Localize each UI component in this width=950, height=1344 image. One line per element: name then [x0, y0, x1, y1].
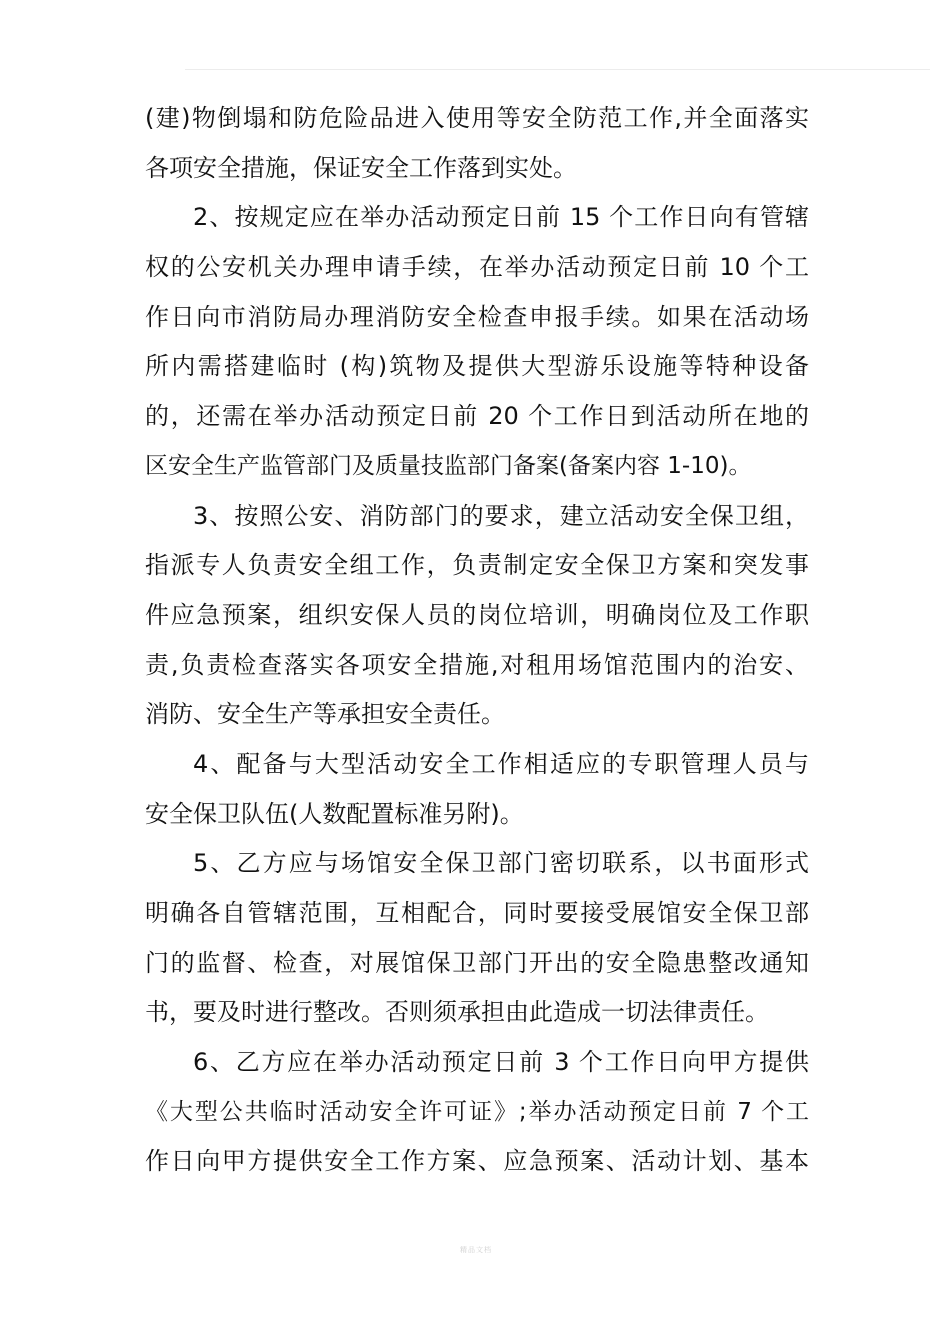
text-line: 《大型公共临时活动安全许可证》;举办活动预定日前 7 个工 [145, 1098, 809, 1125]
paragraph-start-line: 3、按照公安、消防部门的要求，建立活动安全保卫组， [193, 501, 809, 530]
text-line: 书，要及时进行整改。否则须承担由此造成一切法律责任。 [145, 998, 769, 1027]
paragraph-start-line: 2、按规定应在举办活动预定日前 15 个工作日向有管辖 [193, 203, 809, 232]
text-line: 明确各自管辖范围，互相配合，同时要接受展馆安全保卫部 [145, 899, 809, 927]
paragraph-start-line: 5、乙方应与场馆安全保卫部门密切联系，以书面形式 [193, 849, 809, 878]
text-line: 安全保卫队伍(人数配置标准另附)。 [145, 799, 524, 828]
footer-watermark: 精品文档 [460, 1246, 492, 1254]
paragraph-start-line: 6、乙方应在举办活动预定日前 3 个工作日向甲方提供 [193, 1048, 809, 1077]
text-line: (建)物倒塌和防危险品进入使用等安全防范工作,并全面落实 [145, 104, 809, 132]
text-line: 各项安全措施，保证安全工作落到实处。 [145, 153, 577, 182]
text-line: 作日向市消防局办理消防安全检查申报手续。如果在活动场 [145, 302, 809, 331]
text-line: 消防、安全生产等承担安全责任。 [145, 700, 505, 729]
text-line: 所内需搭建临时 (构)筑物及提供大型游乐设施等特种设备 [145, 352, 809, 381]
document-body [145, 94, 809, 1187]
header-rule [185, 69, 930, 70]
text-line: 指派专人负责安全组工作，负责制定安全保卫方案和突发事 [145, 551, 809, 580]
text-line: 的，还需在举办活动预定日前 20 个工作日到活动所在地的 [145, 402, 809, 431]
text-line: 件应急预案，组织安保人员的岗位培训，明确岗位及工作职 [145, 600, 809, 629]
text-line: 作日向甲方提供安全工作方案、应急预案、活动计划、基本 [145, 1147, 809, 1176]
text-line: 权的公安机关办理申请手续，在举办活动预定日前 10 个工 [145, 253, 809, 282]
text-line: 责,负责检查落实各项安全措施,对租用场馆范围内的治安、 [145, 650, 809, 679]
text-line: 区安全生产监管部门及质量技监部门备案(备案内容 1-10)。 [145, 452, 752, 479]
paragraph-start-line: 4、配备与大型活动安全工作相适应的专职管理人员与 [193, 749, 809, 778]
text-line: 门的监督、检查，对展馆保卫部门开出的安全隐患整改通知 [145, 948, 809, 977]
